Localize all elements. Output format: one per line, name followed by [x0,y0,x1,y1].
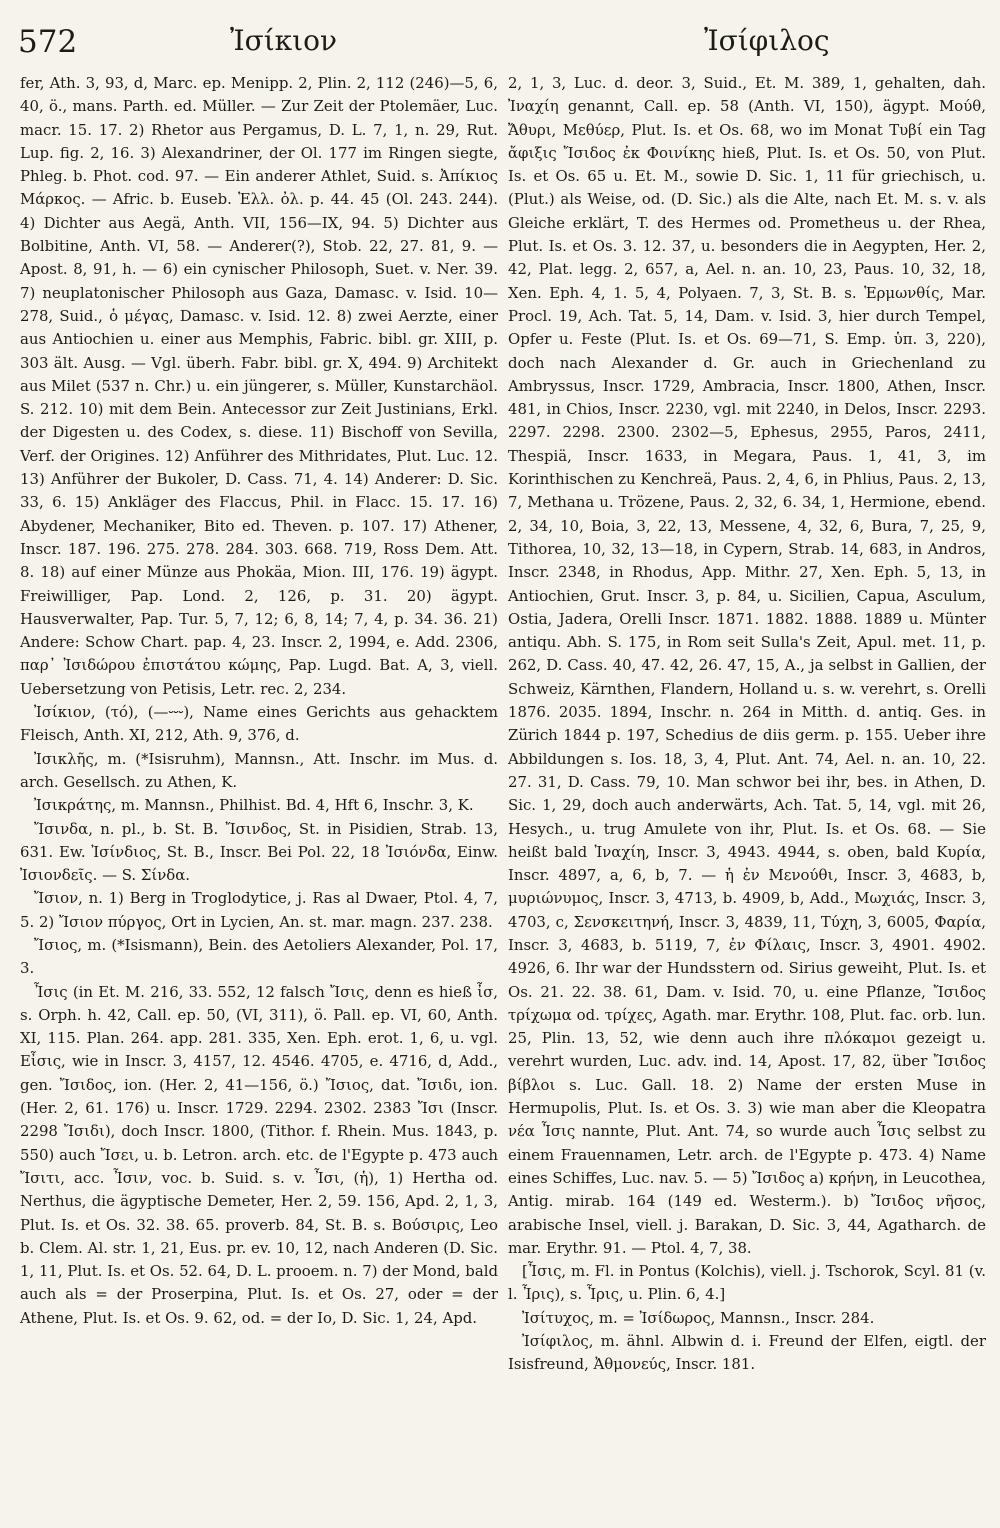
right-column [508,72,986,1377]
entry-isis: Ἶσις (in Et. M. 216, 33. 552, 12 falsch Ἴσις, denn es hieß ἶσ, s. Orph. h. 42, Call. ep. 50, (VI, 311), ö. Pall. ep. VI, 60, Anth. XI, 115. Plan. 264. app. 281. 335, Xen. Eph. erot. 1, 6, u. vgl. Εἶσις, wie in Inscr. 3, 4157, 12. 4546. 4705, e. 4716, d, Add., gen. Ἴσιδος, ion. (Her. 2, 41—156, ö.) Ἴσιος, dat. Ἴσιδι, ion. (Her. 2, 61. 176) u. Inscr. 1729. 2294. 2302. 2383 Ἴσι (Inscr. 2298 Ἴσιδι), doch Inscr. 1800, (Tithor. f. Rhein. Mus. 1843, p. 550) auch Ἴσει, u. b. Letron. arch. etc. de l'Egypte p. 473 auch Ἴσιτι, acc. Ἶσιν, voc. b. Suid. s. v. Ἶσι, (ἡ), 1) Hertha od. Nerthus, die ägyptische Demeter, Her. 2, 59. 156, Apd. 2, 1, 3, Plut. Is. et Os. 32. 38. 65. proverb. 84, St. B. s. Βούσιρις, Leo b. Clem. Al. str. 1, 21, Eus. pr. ev. 10, 12, nach Anderen (D. Sic. 1, 11, Plut. Is. et Os. 52. 64, D. L. prooem. n. 7) der Mond, bald auch als = der Proserpina, Plut. Is. et Os. 27, oder = der Athene, Plut. Is. et Os. 9. 62, od. = der Io, D. Sic. 1, 24, Apd. [20,982,498,1327]
entry-isios: Ἴσιος, m. (*Isismann), Bein. des Aetoliers Alexander, Pol. 17, 3. [20,935,498,978]
entry-isikles: Ἰσικλῆς, m. (*Isisruhm), Mannsn., Att. Inschr. im Mus. d. arch. Gesellsch. zu Athen, K. [20,749,498,791]
page-number: 572 [18,24,78,60]
entry-isikrates: Ἰσικράτης, m. Mannsn., Philhist. Bd. 4, Hft 6, Inschr. 3, K. [34,796,474,815]
entry-continuation: fer, Ath. 3, 93, d, Marc. ep. Menipp. 2, Plin. 2, 112 (246)—5, 6, 40, ö., mans. Parth. ed. Müller. — Zur Zeit der Ptolemäer, Luc. macr. 15. 17. 2) Rhetor aus Pergamus, D. L. 7, 1, n. 29, Rut. Lup. fig. 2, 16. 3) Alexandriner, der Ol. 177 im Ringen siegte, Phleg. b. Phot. cod. 97. — Ein anderer Athlet, Suid. s. Ἀπίκιος Μάρκος. — Afric. b. Euseb. Ἑλλ. ὀλ. p. 44. 45 (Ol. 243. 244). 4) Dichter aus Aegä, Anth. VII, 156—IX, 94. 5) Dichter aus Bolbitine, Anth. VI, 58. — Anderer(?), Stob. 22, 27. 81, 9. — Apost. 8, 91, h. — 6) ein cynischer Philosoph, Suet. v. Ner. 39. 7) neuplatonischer Philosoph aus Gaza, Damasc. v. Isid. 10—278, Suid., ὁ μέγας, Damasc. v. Isid. 12. 8) zwei Aerzte, einer aus Antiochien u. einer aus Memphis, Fabric. bibl. gr. XIII, p. 303 ält. Ausg. — Vgl. überh. Fabr. bibl. gr. X, 494. 9) Architekt aus Milet (537 n. Chr.) u. ein jüngerer, s. Müller, Kunstarchäol. S. 212. 10) mit dem Bein. Antecessor zur Zeit Justinians, Erkl. der Digesten u. des Codex, s. diese. 11) Bischoff von Sevilla, Verf. der Origines. 12) Anführer des Mithridates, Plut. Luc. 12. 13) Anführer der Bukoler, D. Cass. 71, 4. 14) Anderer: D. Sic. 33, 6. 15) Ankläger des Flaccus, Phil. in Flacc. 15. 17. 16) Abydener, Mechaniker, Bito ed. Theven. p. 107. 17) Athener, Inscr. 187. 196. 275. 278. 284. 303. 668. 719, Ross Dem. Att. 8. 18) auf einer Münze aus Phokäa, Mion. III, 176. 19) ägypt. Freiwilliger, Pap. Lond. 2, 126, p. 31. 20) ägypt. Hausverwalter, Pap. Tur. 5, 7, 12; 6, 8, 14; 7, 4, p. 34. 36. 21) Andere: Schow Chart. pap. 4, 23. Inscr. 2, 1994, e. Add. 2306, παρ᾽ Ἰσιδώρου ἐπιστάτου κώμης, Pap. Lugd. Bat. A, 3, viell. Uebersetzung von Petisis, Letr. rec. 2, 234. [20,74,498,698]
entry-isikion: Ἰσίκιον, (τό), (—⏑⏑⏑), Name eines Gerichts aus gehacktem Fleisch, Anth. XI, 212, Ath. 9, 376, d. [20,703,498,745]
entry-isitychos: Ἰσίτυχος, m. = Ἰσίδωρος, Mannsn., Inscr. 284. [522,1308,875,1327]
entry-isis-river: [Ἶσις, m. Fl. in Pontus (Kolchis), viell. j. Tschorok, Scyl. 81 (v. l. Ἶρις), s. Ἶρις, u. Plin. 6, 4.] [508,1262,986,1304]
entry-isis-continuation: 2, 1, 3, Luc. d. deor. 3, Suid., Et. M. 389, 1, gehalten, dah. Ἰναχίη genannt, Call. ep. 58 (Anth. VI, 150), ägypt. Μούθ, Ἄθυρι, Μεθύερ, Plut. Is. et Os. 68, wo im Monat Τυβί ein Tag ἄφιξις Ἴσιδος ἐκ Φοινίκης hieß, Plut. Is. et Os. 50, von Plut. Is. et Os. 65 u. Et. M., sowie D. Sic. 1, 11 für griechisch, u. (Plut.) als Weise, od. (D. Sic.) als die Alte, nach Et. M. s. v. als Gleiche erklärt, T. des Hermes od. Prometheus u. der Rhea, Plut. Is. et Os. 3. 12. 37, u. besonders die in Aegypten, Her. 2, 42, Plat. legg. 2, 657, a, Ael. n. an. 10, 23, Paus. 10, 32, 18, Xen. Eph. 4, 1. 5, 4, Polyaen. 7, 3, St. B. s. Ἑρμωνθίς, Mar. Procl. 19, Ach. Tat. 5, 14, Dam. v. Isid. 3, hier durch Tempel, Opfer u. Feste (Plut. Is. et Os. 69—71, S. Emp. ὑπ. 3, 220), doch nach Alexander d. Gr. auch in Griechenland zu Ambryssus, Inscr. 1729, Ambracia, Inscr. 1800, Athen, Inscr. 481, in Chios, Inscr. 2230, vgl. mit 2240, in Delos, Inscr. 2293. 2297. 2298. 2300. 2302—5, Ephesus, 2955, Paros, 2411, Thespiä, Inscr. 1633, in Megara, Paus. 1, 41, 3, im Korinthischen zu Kenchreä, Paus. 2, 4, 6, in Phlius, Paus. 2, 13, 7, Methana u. Trözene, Paus. 2, 32, 6. 34, 1, Hermione, ebend. 2, 34, 10, Boia, 3, 22, 13, Messene, 4, 32, 6, Bura, 7, 25, 9, Tithorea, 10, 32, 13—18, in Cypern, Strab. 14, 683, in Andros, Inscr. 2348, in Rhodus, App. Mithr. 27, Xen. Eph. 5, 13, in Antiochien, Grut. Inscr. 3, p. 84, u. Sicilien, Capua, Asculum, Ostia, Jadera, Orelli Inscr. 1871. 1882. 1888. 1889 u. Münter antiqu. Abh. S. 175, in Rom seit Sulla's Zeit, Apul. met. 11, p. 262, D. Cass. 40, 47. 42, 26. 47, 15, A., ja selbst in Gallien, der Schweiz, Kärnthen, Flandern, Holland u. s. w. verehrt, s. Orelli 1876. 2035. 1894, Inschr. n. 264 in Mitth. d. antiq. Ges. in Zürich 1844 p. 197, Schedius de diis germ. p. 155. Ueber ihre Abbildungen s. Ios. 18, 3, 4, Plut. Ant. 74, Ael. n. an. 10, 22. 27. 31, D. Cass. 79, 10. Man schwor bei ihr, bes. in Athen, D. Sic. 1, 29, doch auch anderwärts, Ach. Tat. 5, 14, vgl. mit 26, Hesych., u. trug Amulete von ihr, Plut. Is. et Os. 68. — Sie heißt bald Ἰναχίη, Inscr. 3, 4943. 4944, s. oben, bald Κυρία, Inscr. 4897, a, 6, b, 7. — ἡ ἐν Μενούθι, Inscr. 3, 4683, b, μυριώνυμος, Inscr. 3, 4713, b. 4909, b, Add., Μωχιάς, Inscr. 3, 4703, c, Σενσκειτηνή, Inscr. 3, 4839, 11, Τύχη, 3, 6005, Φαρία, Inscr. 3, 4683, b. 5119, 7, ἐν Φίλαις, Inscr. 3, 4901. 4902. 4926, 6. Ihr war der Hundsstern od. Sirius geweiht, Plut. Is. et Os. 21. 22. 38. 61, Dam. v. Isid. 70, u. eine Pflanze, Ἴσιδος τρίχωμα od. τρίχες, Agath. mar. Erythr. 108, Plut. fac. orb. lun. 25, Plin. 13, 52, wie denn auch ihre πλόκαμοι gezeigt u. verehrt wurden, Luc. adv. ind. 14, Apost. 17, 82, über Ἴσιδος βίβλοι s. Luc. Gall. 18. 2) Name der ersten Muse in Hermupolis, Plut. Is. et Os. 3. 3) wie man aber die Kleopatra νέα Ἶσις nannte, Plut. Ant. 74, so wurde auch Ἶσις selbst zu einem Frauennamen, Letr. arch. de l'Egypte p. 473. 4) Name eines Schiffes, Luc. nav. 5. — 5) Ἴσιδος a) κρήνη, in Leucothea, Antig. mirab. 164 (149 ed. Westerm.). b) Ἴσιδος νῆσος, arabische Insel, viell. j. Barakan, D. Sic. 3, 44, Agatharch. de mar. Erythr. 91. — Ptol. 4, 7, 38. [508,74,986,1257]
entry-isiphilos: Ἰσίφιλος, m. ähnl. Albwin d. i. Freund der Elfen, eigtl. der Isisfreund, Ἀθμονεύς, Inscr. 181. [508,1332,986,1374]
entry-ision: Ἴσιον, n. 1) Berg in Troglodytice, j. Ras al Dwaer, Ptol. 4, 7, 5. 2) Ἴσιον πύργος, Ort in Lycien, An. st. mar. magn. 237. 238. [20,889,498,931]
right-running-headword: Ἰσίφιλος [704,24,830,57]
page-header [18,18,970,66]
entry-isinda: Ἴσινδα, n. pl., b. St. B. Ἴσινδος, St. in Pisidien, Strab. 13, 631. Ew. Ἰσίνδιος, St. B., Inscr. Bei Pol. 22, 18 Ἰσιόνδα, Einw. Ἰσιονδεῖς. — S. Σίνδα. [20,819,498,885]
left-running-headword: Ἰσίκιον [230,24,338,57]
left-column [20,72,498,1330]
